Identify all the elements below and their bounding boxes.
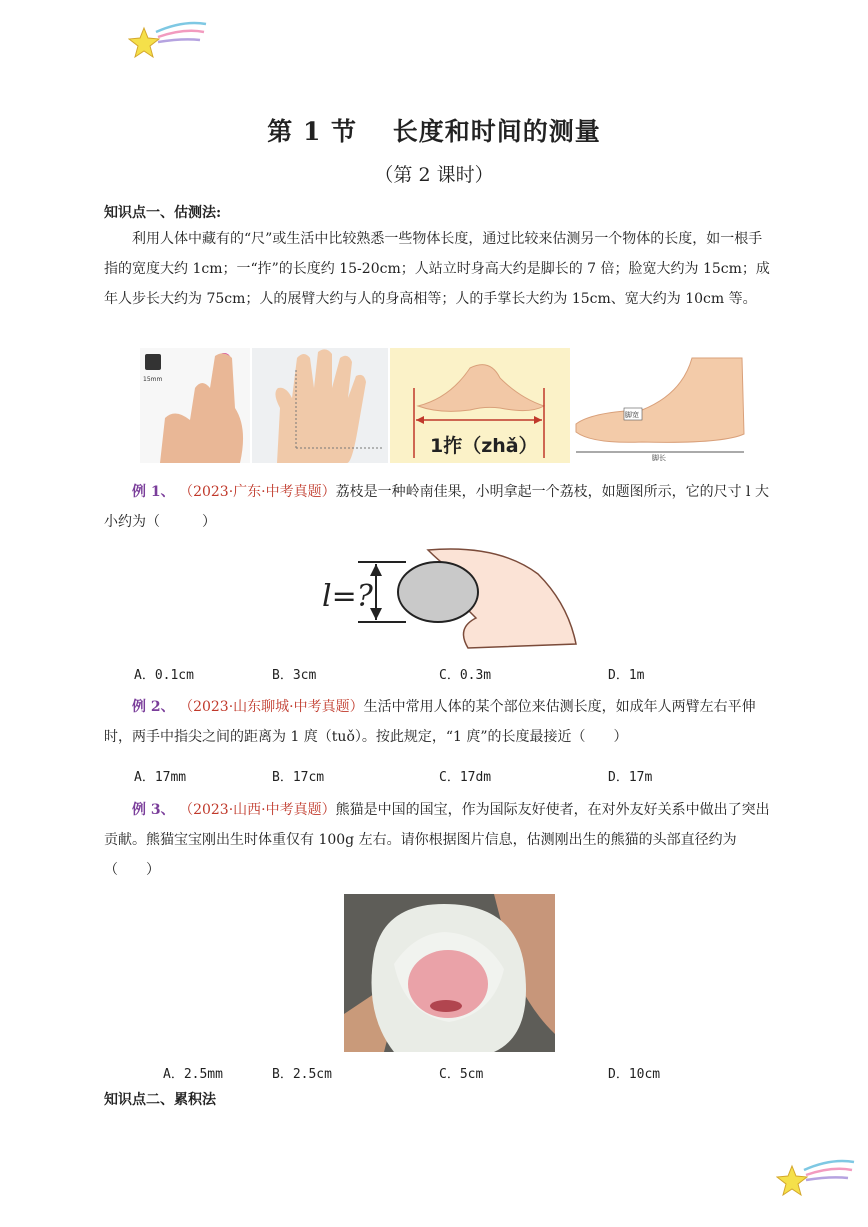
lychee-figure [318, 544, 580, 650]
finger-width-photo [140, 348, 250, 463]
example-3-option-a[interactable]: A．2.5mm [163, 1067, 223, 1082]
example-3 [104, 795, 770, 885]
example-1-source: （2023·广东·中考真题） [179, 484, 336, 500]
shooting-star-icon [128, 18, 208, 66]
example-2-option-d[interactable]: D．17m [608, 770, 653, 785]
example-1 [104, 477, 770, 537]
lychee-figure-label: l=? [322, 579, 373, 614]
page-title: 第 1 节 长度和时间的测量 [267, 117, 601, 146]
section-body-estimation: 利用人体中藏有的“尺”或生活中比较熟悉一些物体长度，通过比较来估测另一个物体的长度，如一根手指的宽度大约 1cm；一“拃”的长度约 15-20cm；人站立时身高大约是脚长的 7 倍；脸宽大约为 15cm；成年人步长大约为 75cm；人的展臂大约与人的身高相等；人的手掌长大约为 15cm、宽大约为 10cm 等。 [104, 231, 770, 307]
example-1-label: 例 1、 [132, 484, 175, 500]
example-1-option-c[interactable]: C．0.3m [439, 668, 492, 683]
shooting-star-icon [776, 1156, 856, 1204]
example-2-question: 生活中常用人体的某个部位来估测长度，如成年人两臂左右平伸时，两手中指尖之间的距离为 1 庹（tuǒ）。按此规定，“1 庹”的长度最接近（ ） [104, 699, 756, 745]
example-3-question: 熊猫是中国的国宝，作为国际友好使者，在对外友好关系中做出了突出贡献。熊猫宝宝刚出生时体重仅有 100g 左右。请你根据图片信息，估测刚出生的熊猫的头部直径约为（ ） [104, 802, 770, 878]
page-subtitle: （第 2 课时） [374, 164, 494, 186]
example-2-option-b[interactable]: B．17cm [272, 770, 325, 785]
palm-photo [252, 348, 388, 463]
finger-label-a: 15mm [143, 376, 163, 383]
example-2-option-a[interactable]: A．17mm [134, 770, 187, 785]
example-3-option-b[interactable]: B．2.5cm [272, 1067, 332, 1082]
foot-label-b: 脚长 [652, 454, 666, 462]
panda-cub-photo [344, 894, 555, 1052]
section-heading-estimation: 知识点一、估测法: [104, 205, 222, 221]
example-3-label: 例 3、 [132, 802, 175, 818]
example-2 [104, 692, 770, 752]
foot-label-a: 脚宽 [625, 411, 639, 419]
example-2-option-c[interactable]: C．17dm [439, 770, 492, 785]
example-1-option-d[interactable]: D．1m [608, 668, 645, 683]
example-1-option-a[interactable]: A．0.1cm [134, 668, 194, 683]
foot-photo [572, 354, 748, 462]
section-heading-accumulation: 知识点二、累积法 [104, 1092, 216, 1108]
example-2-source: （2023·山东聊城·中考真题） [179, 699, 364, 715]
example-2-label: 例 2、 [132, 699, 175, 715]
example-3-source: （2023·山西·中考真题） [179, 802, 336, 818]
example-1-question: 荔枝是一种岭南佳果，小明拿起一个荔枝，如题图所示，它的尺寸 l 大小约为（ ） [104, 484, 769, 530]
example-1-option-b[interactable]: B．3cm [272, 668, 317, 683]
example-3-option-c[interactable]: C．5cm [439, 1067, 484, 1082]
zha-label: 1拃（zhǎ） [430, 435, 538, 457]
span-zha-photo [390, 348, 570, 463]
example-3-option-d[interactable]: D．10cm [608, 1067, 661, 1082]
